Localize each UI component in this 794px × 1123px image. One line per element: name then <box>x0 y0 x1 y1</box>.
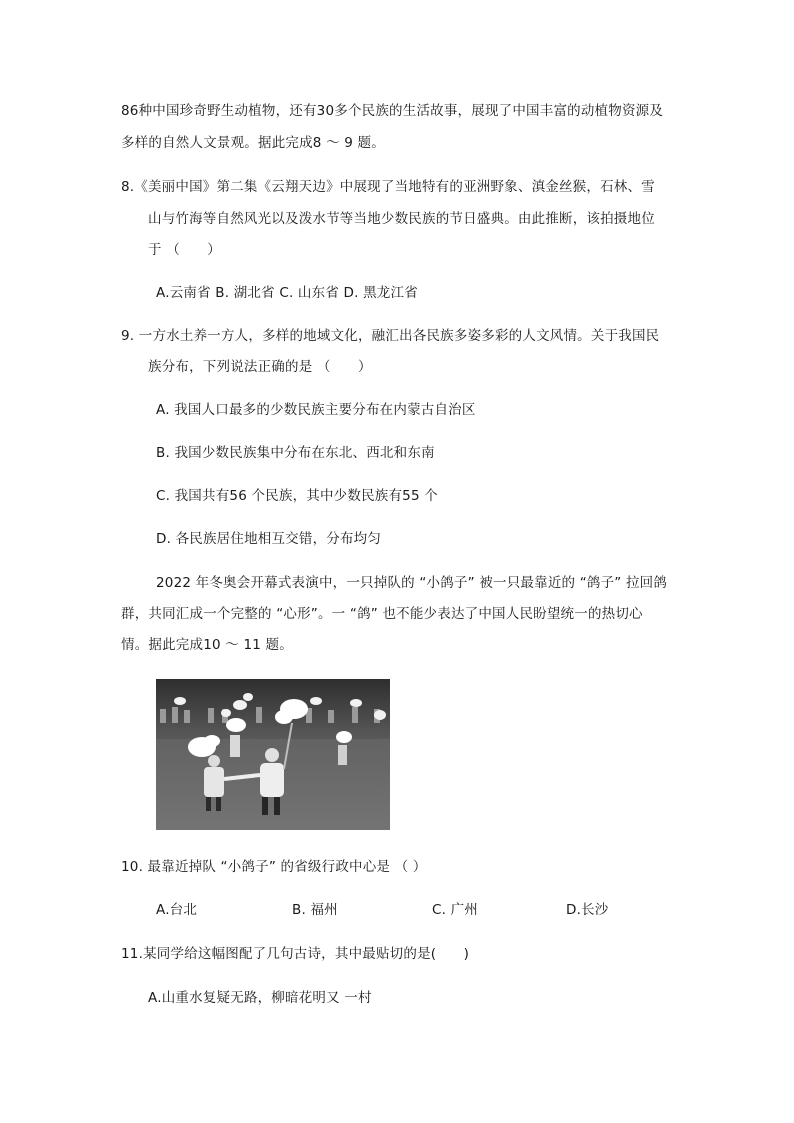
question-9-line-2: 族分布，下列说法正确的是 （ ） <box>148 359 372 375</box>
question-8-line-3: 于 （ ） <box>148 242 221 258</box>
question-9-option-b: B. 我国少数民族集中分布在东北、西北和东南 <box>156 445 435 461</box>
question-11-stem: 11.某同学给这幅图配了几句古诗，其中最贴切的是( ) <box>121 946 470 962</box>
question-8-line-2: 山与竹海等自然风光以及泼水节等当地少数民族的节日盛典。由此推断，该拍摄地位 <box>148 211 655 227</box>
question-10-option-c: C. 广州 <box>432 902 479 918</box>
question-10-option-d: D.长沙 <box>566 902 609 918</box>
passage-line-1: 2022 年冬奥会开幕式表演中，一只掉队的 “小鸽子” 被一只最靠近的 “鸽子” 拉回鸽 <box>156 575 668 591</box>
question-8-options: A.云南省 B. 湖北省 C. 山东省 D. 黑龙江省 <box>156 285 418 301</box>
ceremony-photo <box>156 679 390 830</box>
question-10-option-b: B. 福州 <box>292 902 338 918</box>
question-8-line-1: 8.《美丽中国》第二集《云翔天边》中展现了当地特有的亚洲野象、滇金丝猴，石林、雪 <box>121 179 655 195</box>
intro-line-2: 多样的自然人文景观。据此完成8 ～ 9 题。 <box>121 135 385 151</box>
question-9-option-d: D. 各民族居住地相互交错，分布均匀 <box>156 531 382 547</box>
question-10-stem: 10. 最靠近掉队 “小鸽子” 的省级行政中心是 （ ） <box>121 859 427 875</box>
question-11-option-a: A.山重水复疑无路，柳暗花明又 一村 <box>148 990 372 1006</box>
question-9-option-a: A. 我国人口最多的少数民族主要分布在内蒙古自治区 <box>156 402 476 418</box>
question-10-option-a: A.台北 <box>156 902 198 918</box>
passage-line-2: 群，共同汇成一个完整的 “心形”。一 “鸽” 也不能少表达了中国人民盼望统一的热切心 <box>121 606 643 622</box>
question-9-option-c: C. 我国共有56 个民族，其中少数民族有55 个 <box>156 488 438 504</box>
passage-line-3: 情。据此完成10 ～ 11 题。 <box>121 637 293 653</box>
question-9-line-1: 9. 一方水土养一方人，多样的地域文化，融汇出各民族多姿多彩的人文风情。关于我国民 <box>121 328 660 344</box>
intro-line-1: 86种中国珍奇野生动植物，还有30多个民族的生活故事，展现了中国丰富的动植物资源及 <box>121 103 664 119</box>
